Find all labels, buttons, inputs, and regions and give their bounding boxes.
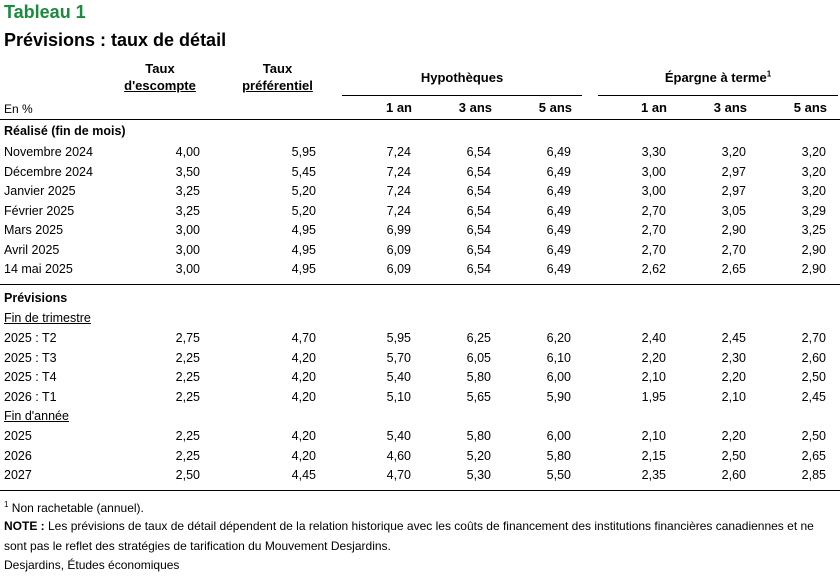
- table-cell: 4,70: [386, 468, 411, 482]
- subheader-mortgage-5y: 5 ans: [538, 100, 572, 115]
- table-cell: 2,60: [801, 350, 826, 365]
- table-cell: 5,50: [546, 468, 571, 482]
- table-cell: 2,25: [175, 429, 200, 443]
- table-cell: 2,50: [801, 429, 826, 443]
- table-cell: 5,95: [386, 331, 411, 345]
- table-cell: 3,20: [721, 145, 746, 159]
- table-row: [0, 467, 840, 486]
- table-cell: 5,80: [466, 370, 491, 384]
- row-label: 2025 : T4: [4, 370, 57, 384]
- table-label: Tableau 1: [4, 2, 86, 22]
- table-row: [0, 203, 840, 222]
- table-cell: 5,65: [466, 389, 491, 404]
- group-quarter: Fin de trimestre: [4, 311, 91, 325]
- table-cell: 3,25: [175, 203, 200, 218]
- table-cell: 6,05: [466, 350, 491, 365]
- table-row: [0, 183, 840, 202]
- table-cell: 3,30: [641, 145, 666, 159]
- table-cell: 4,20: [291, 448, 316, 463]
- row-label: 2027: [4, 468, 32, 482]
- table-cell: 7,24: [386, 145, 411, 159]
- table-cell: 4,45: [291, 468, 316, 482]
- header-term-savings: Épargne à terme$^1$: [664, 69, 772, 85]
- table-cell: 6,54: [466, 262, 491, 276]
- savings-underline: [598, 95, 838, 96]
- table-cell: 2,20: [641, 350, 666, 365]
- table-cell: 7,24: [386, 203, 411, 218]
- table-cell: 2,20: [721, 429, 746, 443]
- source: Desjardins, Études économiques: [4, 558, 180, 572]
- table-cell: 2,10: [721, 389, 746, 404]
- table-cell: 2,10: [641, 370, 666, 384]
- table-cell: 5,95: [291, 145, 316, 159]
- header-mortgage: Hypothèques: [420, 70, 504, 85]
- table-cell: 2,70: [801, 331, 826, 345]
- table-cell: 6,54: [466, 223, 491, 237]
- table-cell: 6,00: [546, 429, 571, 443]
- table-cell: 2,10: [641, 429, 666, 443]
- mortgage-underline: [342, 95, 582, 96]
- table-cell: 2,50: [175, 468, 200, 482]
- table-cell: 5,10: [386, 389, 411, 404]
- table-cell: 3,00: [175, 223, 200, 237]
- table-cell: 3,00: [641, 164, 666, 179]
- row-label: Décembre 2024: [4, 164, 93, 179]
- table-cell: 6,54: [466, 164, 491, 179]
- table-row: [0, 222, 840, 241]
- table-cell: 2,75: [175, 331, 200, 345]
- row-label: Janvier 2025: [4, 184, 76, 198]
- table-cell: 2,35: [641, 468, 666, 482]
- table-cell: 3,20: [801, 184, 826, 198]
- table-row: [0, 242, 840, 261]
- table-cell: 3,25: [175, 184, 200, 198]
- header-prime-rate: Taux préférentiel: [242, 61, 313, 93]
- table-cell: 4,20: [291, 429, 316, 443]
- row-label: 14 mai 2025: [4, 262, 73, 276]
- table-cell: 3,00: [175, 242, 200, 257]
- table-cell: 2,90: [721, 223, 746, 237]
- row-label: Novembre 2024: [4, 145, 93, 159]
- table-cell: 2,65: [801, 448, 826, 463]
- table-cell: 6,49: [546, 203, 571, 218]
- header-rule: [0, 119, 840, 120]
- table-row: [0, 164, 840, 183]
- section-actual: Réalisé (fin de mois): [4, 124, 126, 138]
- table-cell: 6,20: [546, 331, 571, 345]
- subheader-savings-3y: 3 ans: [713, 100, 747, 115]
- table-cell: 3,00: [175, 262, 200, 276]
- table-cell: 3,29: [801, 203, 826, 218]
- table-cell: 2,70: [721, 242, 746, 257]
- table-cell: 5,30: [466, 468, 491, 482]
- table-cell: 5,45: [291, 164, 316, 179]
- subheader-mortgage-1y: 1 an: [385, 100, 412, 115]
- table-cell: 2,30: [721, 350, 746, 365]
- table-cell: 6,49: [546, 164, 571, 179]
- table-row: [0, 389, 840, 408]
- table-cell: 3,20: [801, 164, 826, 179]
- table-row: [0, 428, 840, 447]
- table-cell: 3,25: [801, 223, 826, 237]
- table-cell: 6,09: [386, 242, 411, 257]
- row-label: Mars 2025: [4, 223, 64, 237]
- table-cell: 4,20: [291, 350, 316, 365]
- note-line-2: sont pas le reflet des stratégies de tarification du Mouvement Desjardins.: [4, 539, 391, 553]
- table-cell: 2,90: [801, 262, 826, 276]
- table-cell: 2,85: [801, 468, 826, 482]
- table-cell: 5,70: [386, 350, 411, 365]
- table-cell: 2,65: [721, 262, 746, 276]
- table-row: [0, 144, 840, 163]
- table-cell: 6,99: [386, 223, 411, 237]
- table-cell: 6,09: [386, 262, 411, 276]
- row-label: 2026: [4, 448, 32, 463]
- section-forecast: Prévisions: [4, 291, 68, 305]
- page-title: Prévisions : taux de détail: [4, 30, 227, 50]
- table-cell: 2,20: [721, 370, 746, 384]
- table-cell: 2,50: [801, 370, 826, 384]
- table-cell: 2,70: [641, 242, 666, 257]
- table-cell: 5,80: [546, 448, 571, 463]
- table-cell: 6,49: [546, 145, 571, 159]
- table-cell: 5,90: [546, 389, 571, 404]
- table-cell: 4,20: [291, 370, 316, 384]
- table-row: [0, 261, 840, 280]
- table-cell: 2,90: [801, 242, 826, 257]
- table-cell: 7,24: [386, 184, 411, 198]
- table-cell: 2,62: [641, 262, 666, 276]
- table-cell: 4,95: [291, 262, 316, 276]
- table-cell: 3,50: [175, 164, 200, 179]
- table-cell: 6,54: [466, 242, 491, 257]
- table-cell: 4,60: [386, 448, 411, 463]
- table-cell: 2,25: [175, 370, 200, 384]
- table-cell: 7,24: [386, 164, 411, 179]
- table-cell: 4,95: [291, 223, 316, 237]
- table-cell: 4,00: [175, 145, 200, 159]
- group-year: Fin d'année: [4, 409, 69, 423]
- table-cell: 5,40: [386, 370, 411, 384]
- table-cell: 6,10: [546, 350, 571, 365]
- row-label: 2025 : T3: [4, 350, 57, 365]
- table-cell: 2,45: [801, 389, 826, 404]
- row-label: 2025 : T2: [4, 331, 57, 345]
- table-cell: 2,70: [641, 223, 666, 237]
- table-row: [0, 350, 840, 369]
- table-cell: 6,25: [466, 331, 491, 345]
- table-cell: 6,49: [546, 223, 571, 237]
- table-cell: 3,20: [801, 145, 826, 159]
- subheader-savings-5y: 5 ans: [793, 100, 827, 115]
- section-rule: [0, 284, 840, 285]
- table-cell: 6,49: [546, 262, 571, 276]
- table-cell: 4,95: [291, 242, 316, 257]
- subheader-mortgage-3y: 3 ans: [458, 100, 492, 115]
- table-cell: 6,54: [466, 203, 491, 218]
- unit-label: En %: [4, 102, 33, 116]
- note-line-1: NOTE : Les prévisions de taux de détail dépendent de la relation historique avec les coûts de financement des institutions financières canadiennes et ne: [4, 519, 814, 533]
- row-label: Avril 2025: [4, 242, 60, 257]
- table-cell: 6,49: [546, 242, 571, 257]
- footer-rule: [0, 490, 840, 491]
- table-cell: 2,25: [175, 350, 200, 365]
- table-cell: 4,20: [291, 389, 316, 404]
- table-cell: 2,50: [721, 448, 746, 463]
- table-row: [0, 330, 840, 349]
- table-cell: 2,25: [175, 448, 200, 463]
- table-cell: 5,20: [466, 448, 491, 463]
- table-cell: 2,70: [641, 203, 666, 218]
- subheader-savings-1y: 1 an: [640, 100, 667, 115]
- table-row: [0, 369, 840, 388]
- table-cell: 2,97: [721, 164, 746, 179]
- table-cell: 5,40: [386, 429, 411, 443]
- table-cell: 6,49: [546, 184, 571, 198]
- table-cell: 6,54: [466, 184, 491, 198]
- row-label: 2026 : T1: [4, 389, 57, 404]
- row-label: 2025: [4, 429, 32, 443]
- table-cell: 6,00: [546, 370, 571, 384]
- table-cell: 3,00: [641, 184, 666, 198]
- table-cell: 1,95: [641, 389, 666, 404]
- table-row: [0, 448, 840, 467]
- table-cell: 5,20: [291, 203, 316, 218]
- table-cell: 2,60: [721, 468, 746, 482]
- table-cell: 2,45: [721, 331, 746, 345]
- table-cell: 2,40: [641, 331, 666, 345]
- table-cell: 5,20: [291, 184, 316, 198]
- footnote-1: $^1$ Non rachetable (annuel).: [4, 500, 144, 515]
- table-cell: 6,54: [466, 145, 491, 159]
- table-cell: 2,25: [175, 389, 200, 404]
- table-cell: 2,15: [641, 448, 666, 463]
- table-cell: 3,05: [721, 203, 746, 218]
- row-label: Février 2025: [4, 203, 75, 218]
- header-discount-rate: Taux d'escompte: [124, 61, 196, 93]
- table-cell: 2,97: [721, 184, 746, 198]
- table-cell: 4,70: [291, 331, 316, 345]
- table-cell: 5,80: [466, 429, 491, 443]
